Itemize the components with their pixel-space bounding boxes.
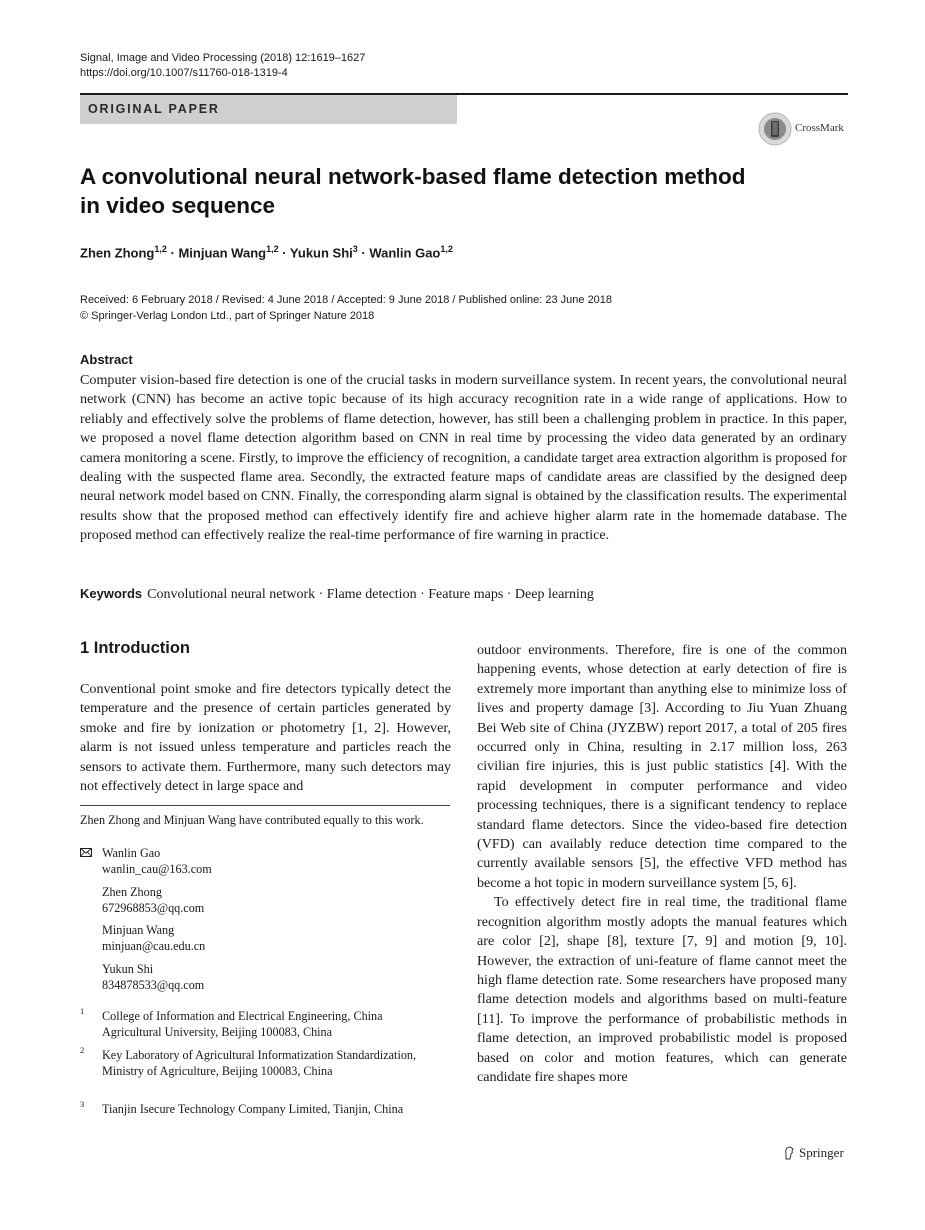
contact-entry (102, 884, 204, 916)
affiliation-text: College of Information and Electrical Engineering, China Agricultural University, Beijing 100083, China (102, 1009, 383, 1039)
envelope-icon (80, 848, 92, 857)
affiliation-number: 1 (80, 1006, 85, 1016)
footnote-rule (80, 805, 450, 806)
contact-email[interactable]: minjuan@cau.edu.cn (102, 939, 206, 953)
author-separator: · (278, 245, 290, 261)
equal-contribution-note: Zhen Zhong and Minjuan Wang have contributed equally to this work. (80, 813, 424, 827)
contact-name: Wanlin Gao (102, 846, 161, 860)
author-list (80, 244, 453, 260)
contact-email[interactable]: 672968853@qq.com (102, 901, 205, 915)
crossmark-icon (758, 112, 792, 146)
section-label: ORIGINAL PAPER (88, 102, 220, 116)
copyright-line: © Springer-Verlag London Ltd., part of Springer Nature 2018 (80, 310, 375, 322)
crossmark-label: CrossMark (795, 122, 844, 134)
author-name[interactable]: Wanlin Gao (369, 245, 441, 261)
keywords (80, 584, 850, 604)
author-name[interactable]: Yukun Shi (289, 245, 353, 261)
author-separator: · (357, 245, 370, 261)
publication-dates (80, 292, 612, 324)
affiliation-number: 3 (80, 1099, 85, 1109)
title-line-1: A convolutional neural network-based flame detection method (80, 164, 746, 189)
journal-info (80, 51, 365, 81)
author-affiliation: 3 (352, 244, 358, 254)
contact-email[interactable]: wanlin_cau@163.com (102, 862, 212, 876)
author-name[interactable]: Zhen Zhong (80, 245, 155, 261)
intro-column-left: Conventional point smoke and fire detectors typically detect the temperature and the presence of certain particles generated by smoke and fire by ionization or photometry [1, 2]. However, alarm is not issued unless temperature and particles reach the sensors to activate them. Furthermore, many such detectors may not effectively detect in large space and (80, 681, 451, 795)
crossmark-badge[interactable] (758, 112, 850, 146)
affiliation-number: 2 (80, 1045, 85, 1055)
contact-name: Minjuan Wang (102, 923, 175, 937)
history-dates: Received: 6 February 2018 / Revised: 4 June 2018 / Accepted: 9 June 2018 / Published online: 23 June 2018 (80, 294, 613, 306)
intro-paragraph: To effectively detect fire in real time, the traditional flame recognition algorithm mostly adopts the manual features which are color [2], shape [8], texture [7, 9] and motion [9, 10]. However, the extraction of uni-feature of flame cannot meet the high flame detection rate. Some researchers have proposed many flame detection models and algorithms based on multi-feature [11]. To improve the performance of probabilistic methods in flame detection, an improved probabilistic model is proposed based on color and motion features, which can generate candidate fire shapes more (477, 894, 847, 1085)
section-banner (80, 95, 457, 124)
contact-name: Yukun Shi (102, 962, 154, 976)
affiliation-text: Tianjin Isecure Technology Company Limited, Tianjin, China (102, 1102, 404, 1116)
author-affiliation: 1,2 (266, 244, 279, 254)
publisher-name: Springer (799, 1145, 844, 1160)
author-name[interactable]: Minjuan Wang (178, 245, 267, 261)
author-affiliation: 1,2 (154, 244, 167, 254)
abstract-heading: Abstract (80, 352, 133, 367)
section-heading-introduction: 1 Introduction (80, 639, 190, 657)
doi-link[interactable]: https://doi.org/10.1007/s11760-018-1319-4 (80, 67, 288, 79)
author-affiliation: 1,2 (440, 244, 453, 254)
contact-entry (102, 922, 205, 954)
contact-email[interactable]: 834878533@qq.com (102, 978, 205, 992)
contact-entry (102, 845, 212, 877)
keywords-list: Convolutional neural network · Flame detection · Feature maps · Deep learning (147, 587, 594, 602)
journal-citation: Signal, Image and Video Processing (2018) 12:1619–1627 (80, 52, 366, 64)
springer-horse-icon (783, 1146, 795, 1160)
author-separator: · (166, 245, 179, 261)
keywords-heading: Keywords (80, 586, 143, 601)
abstract-text: Computer vision-based fire detection is one of the crucial tasks in modern surveillance system. In recent years, the convolutional neural network (CNN) has become an active topic because of its high accuracy recognition rate in a wide range of applications. How to reliably and effectively solve the problems of flame detection, however, has still been a challenging problem in practice. In this paper, we proposed a novel flame detection algorithm based on CNN in real time by processing the video data generated by an ordinary camera monitoring a scene. Firstly, to improve the efficiency of recognition, a candidate target area extraction algorithm is proposed for dealing with the suspected flame area. Secondly, the extracted feature maps of candidate areas are classified by the designed deep neural network model based on CNN. Finally, the corresponding alarm signal is obtained by the classification results. The experimental results show that the proposed method can effectively identify fire and achieve higher alarm rate in the homemade database. The proposed method can effectively realize the real-time performance of fire warning in practice. (80, 372, 847, 544)
contact-entry (102, 961, 204, 993)
paper-title (80, 162, 780, 220)
title-line-2: in video sequence (80, 193, 276, 218)
intro-paragraph: outdoor environments. Therefore, fire is one of the common happening events, whose detection at early detection of fire is extremely more important than anything else to minimize loss of lives and property damage [3]. According to Jiu Yuan Zhuang Bei Web site of China (JYZBW) report 2017, a total of 205 fires occurred only in China, resulting in 2.17 million loss, 263 civilian fire injuries, this is just public statistics [4]. With the rapid development in computer performance and video processing techniques, there is a significant tendency to replace standard flame detectors. Since the video-based fire detection (VFD) can availably reduce detection time compared to the currently available sensors [5], the effective VFD method has become a hot topic in modern surveillance system [5, 6]. (477, 642, 847, 891)
publisher-logo (783, 1145, 853, 1163)
intro-column-right (477, 641, 847, 1087)
contact-name: Zhen Zhong (102, 885, 162, 899)
affiliation-text: Key Laboratory of Agricultural Informatization Standardization, Ministry of Agriculture, Beijing 100083, China (102, 1048, 417, 1078)
